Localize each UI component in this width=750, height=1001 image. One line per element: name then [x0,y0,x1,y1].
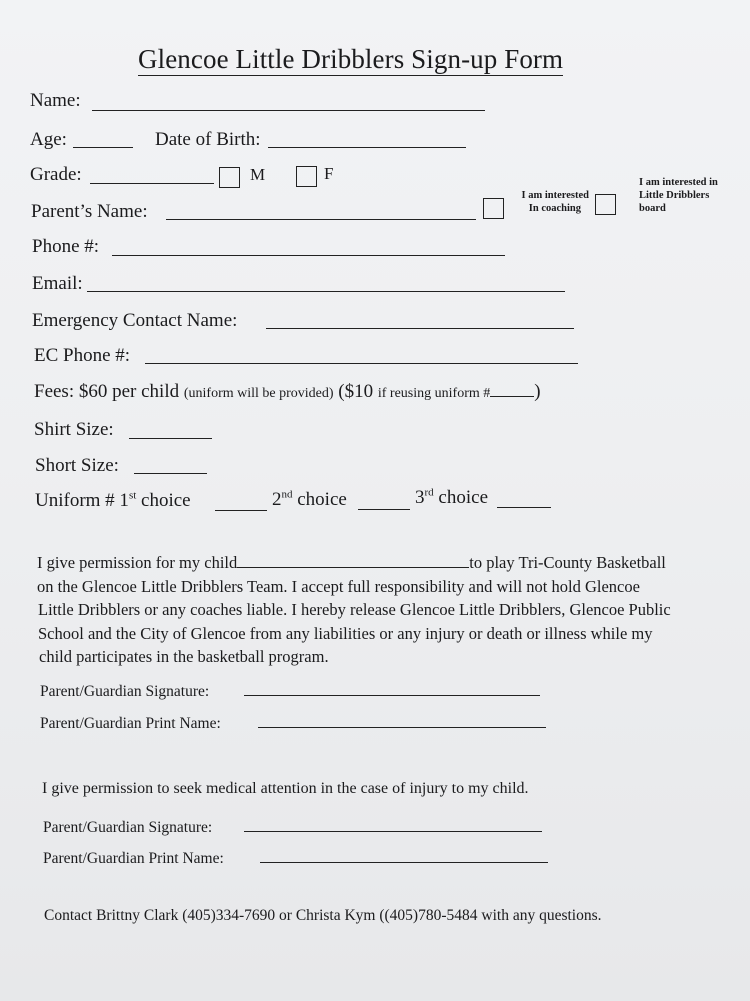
uniform-3-prefix: 3 [415,487,425,508]
male-label: M [250,165,266,184]
dob-label: Date of Birth: [155,129,261,150]
medical-signature-field[interactable] [244,815,542,832]
permission-print-name-label: Parent/Guardian Print Name: [40,715,221,732]
medical-signature-label: Parent/Guardian Signature: [43,819,213,836]
uniform-second-choice-field[interactable] [358,493,410,510]
short-size-label: Short Size: [35,455,119,476]
uniform-3-suffix: choice [438,487,488,508]
fees-reuse-text: if reusing uniform # [377,386,491,401]
emergency-contact-field[interactable] [266,312,574,329]
uniform-1-suffix: choice [141,490,191,511]
uniform-2-prefix: 2 [272,489,282,510]
male-checkbox[interactable] [219,167,240,188]
medical-permission-statement: I give permission to seek medical attention in the case of injury to my child. [42,780,529,797]
fees-reuse-amount: ($10 [338,381,374,402]
medical-print-name-field[interactable] [260,846,548,863]
uniform-first-choice-field[interactable] [215,494,267,511]
uniform-1-sup: st [128,489,137,502]
coaching-interest-label [505,189,589,215]
fees-uniform-provided: (uniform will be provided) [183,386,334,401]
email-label: Email: [32,273,83,294]
age-field[interactable] [73,131,133,148]
permission-print-name-field[interactable] [258,711,546,728]
board-label-line3: board [639,203,666,214]
permission-line-4: School and the City of Glencoe from any liabilities or any injury or death or illness while my [38,624,653,643]
fees-close-paren: ) [534,381,541,402]
age-label: Age: [30,129,67,150]
ec-phone-label: EC Phone #: [34,345,131,366]
phone-label: Phone #: [32,236,100,257]
uniform-third-choice-label [415,487,488,509]
uniform-1-prefix: Uniform # 1 [35,490,129,511]
board-label-line2: Little Dribblers [639,190,710,201]
permission-signature-field[interactable] [244,679,540,696]
uniform-2-sup: nd [281,488,293,501]
child-name-field[interactable] [237,553,469,568]
coaching-label-line2: In coaching [528,203,581,214]
shirt-size-label: Shirt Size: [34,419,114,440]
uniform-second-choice-label [272,489,347,511]
shirt-size-field[interactable] [129,422,212,439]
permission-end: to play Tri-County Basketball [469,553,666,572]
parent-name-field[interactable] [166,203,476,220]
permission-line-3: Little Dribblers or any coaches liable. I hereby release Glencoe Little Dribblers, Glencoe Public [38,600,671,619]
page-title: Glencoe Little Dribblers Sign-up Form [138,44,564,74]
dob-field[interactable] [268,131,466,148]
short-size-field[interactable] [134,457,207,474]
fees-main: Fees: $60 per child [34,381,180,402]
uniform-3-sup: rd [424,486,434,499]
female-checkbox[interactable] [296,166,317,187]
emergency-contact-label: Emergency Contact Name: [32,310,238,331]
board-label-line1: I am interested in [639,177,718,188]
parent-name-label: Parent’s Name: [31,201,148,222]
email-field[interactable] [87,275,565,292]
permission-line-1 [37,551,666,575]
contact-info: Contact Brittny Clark (405)334-7690 or Christa Kym ((405)780-5484 with any questions. [44,907,602,924]
grade-label: Grade: [30,164,82,185]
uniform-third-choice-field[interactable] [497,491,551,508]
grade-field[interactable] [90,167,214,184]
phone-field[interactable] [112,239,505,256]
ec-phone-field[interactable] [145,347,578,364]
name-label: Name: [30,90,81,111]
coaching-interest-checkbox[interactable] [483,198,504,219]
board-interest-checkbox[interactable] [595,194,616,215]
reuse-uniform-number-field[interactable] [490,382,534,397]
permission-signature-label: Parent/Guardian Signature: [40,683,210,700]
uniform-first-choice-label [35,490,191,512]
name-field[interactable] [92,94,485,111]
medical-print-name-label: Parent/Guardian Print Name: [43,850,224,867]
coaching-label-line1: I am interested [521,190,589,201]
fees-line [34,381,541,405]
board-interest-label [639,176,718,215]
female-label: F [324,164,334,183]
permission-line-5: child participates in the basketball program. [39,647,329,666]
permission-start: I give permission for my child [37,553,238,572]
permission-line-2: on the Glencoe Little Dribblers Team. I accept full responsibility and will not hold Glencoe [37,577,640,596]
uniform-2-suffix: choice [297,489,347,510]
